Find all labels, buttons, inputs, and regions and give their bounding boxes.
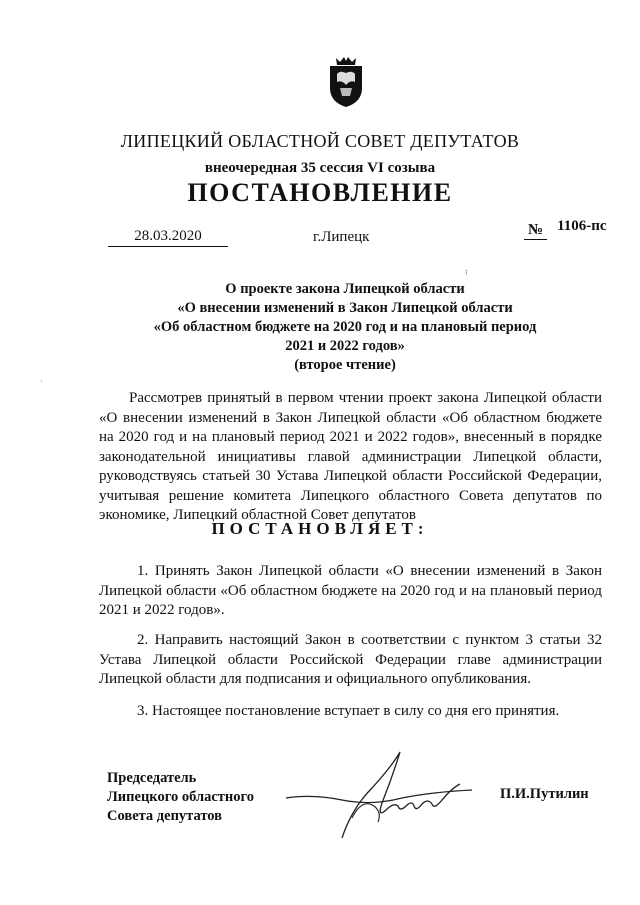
chair-line: Совета депутатов (107, 808, 223, 824)
subject-line: О проекте закона Липецкой области (225, 281, 465, 297)
subject-line: «О внесении изменений в Закон Липецкой области (177, 300, 513, 316)
document-number (524, 218, 607, 239)
document-date: 28.03.2020 (108, 228, 228, 247)
number-value: 1106-пс (557, 218, 607, 234)
document-type-title: ПОСТАНОВЛЕНИЕ (187, 178, 453, 207)
handwritten-signature (282, 748, 482, 848)
signer-name: П.И.Путилин (500, 786, 589, 802)
subject-line: 2021 и 2022 годов» (285, 338, 405, 354)
chair-line: Липецкого областного (107, 789, 254, 805)
scan-mark: ⁝ (465, 268, 468, 277)
document-subject (140, 280, 550, 375)
decree-item-1: 1. Принять Закон Липецкой области «О внесении изменений в Закон Липецкой области «Об областном бюджете на 2020 год и на плановый период 2021 и 2022 годов». (99, 563, 602, 618)
session-info: внеочередная 35 сессия VI созыва (204, 160, 436, 176)
decrees-heading: ПОСТАНОВЛЯЕТ: (211, 519, 429, 538)
document-city: г.Липецк (313, 229, 370, 245)
organization-title: ЛИПЕЦКИЙ ОБЛАСТНОЙ СОВЕТ ДЕПУТАТОВ (120, 131, 520, 151)
chair-title (107, 769, 254, 826)
decree-item-3: 3. Настоящее постановление вступает в силу со дня его принятия. (137, 703, 560, 719)
coat-of-arms-emblem (322, 52, 370, 108)
number-sign: № (524, 222, 547, 240)
subject-line: «Об областном бюджете на 2020 год и на плановый период (153, 319, 537, 335)
decree-item-2: 2. Направить настоящий Закон в соответствии с пунктом 3 статьи 32 Устава Липецкой области Российской Федерации главе администрации Липецкой области для подписания и официального опубликования. (99, 632, 602, 687)
subject-line: (второе чтение) (294, 357, 396, 373)
scan-mark: · (40, 377, 43, 386)
chair-line: Председатель (107, 770, 197, 786)
preamble-paragraph: Рассмотрев принятый в первом чтении проект закона Липецкой области «О внесении изменений в Закон Липецкой области «Об областном бюджете на 2020 год и на плановый период 2021 и 2022 годов», внесенный в порядке законодательной инициативы главой администрации Липецкой области, руководствуясь статьей 30 Устава Липецкой области Российской Федерации, учитывая решение комитета Липецкого областного Совета депутатов по экономике, Липецкий областной Совет депутатов (99, 390, 602, 523)
